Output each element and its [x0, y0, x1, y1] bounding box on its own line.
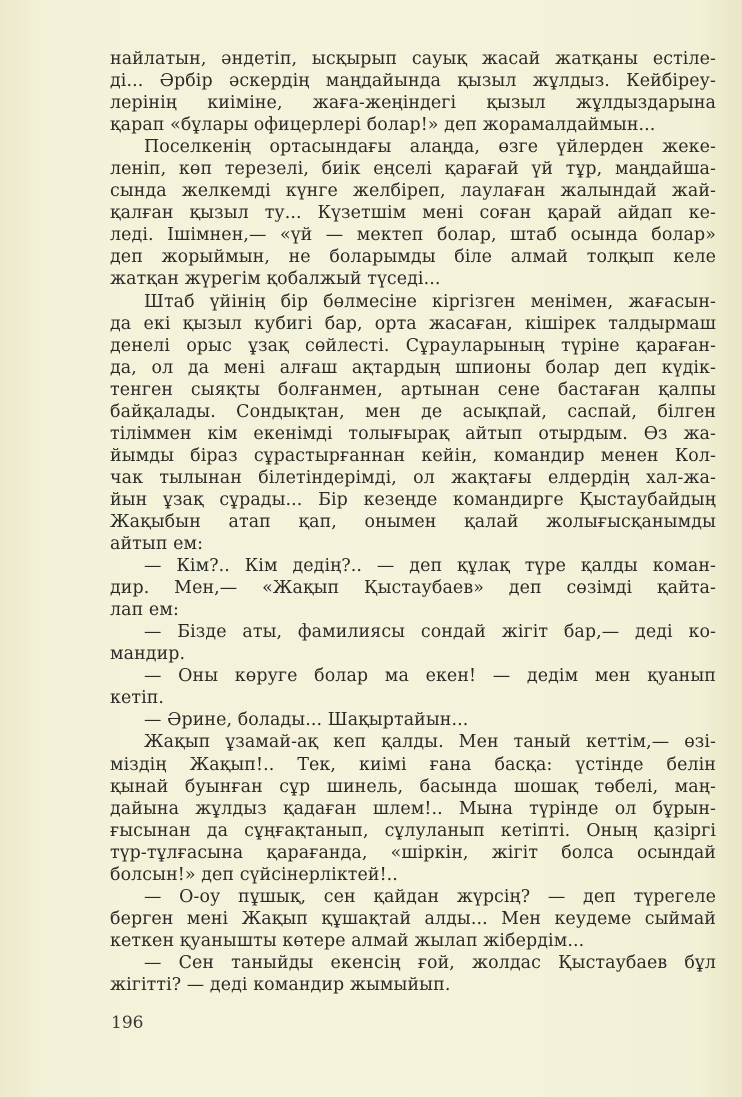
text-line-content: денелі орыс ұзақ сөйлесті. Сұрауларының түріне қараған- [110, 335, 716, 356]
text-line [110, 798, 716, 820]
text-line [110, 114, 716, 136]
text-line-content: да, ол да мені алғаш ақтардың шпионы болар деп күдік- [110, 357, 716, 378]
text-line [110, 754, 716, 776]
text-line-content: тіліммен кім екенімді толығырақ айтып отырдым. Өз жа- [110, 423, 716, 444]
text-line [110, 379, 716, 401]
text-line-content: қарап «бұлары офицерлері болар!» деп жорамалдаймын... [110, 115, 656, 136]
text-line-content: кетіп. [110, 688, 165, 709]
text-line-content: сында желкемді күнге желбіреп, лаулаған жалындай жай- [110, 181, 716, 202]
text-line [110, 180, 716, 202]
text-line [110, 974, 716, 996]
text-line [110, 886, 716, 908]
text-line [110, 599, 716, 621]
text-line [110, 313, 716, 335]
text-line [110, 709, 716, 731]
text-line-content: қынай буынған сұр шинель, басында шошақ төбелі, маң- [110, 776, 716, 797]
text-line-content: дир. Мен,— «Жақып Қыстаубаев» деп сөзімді қайта- [110, 578, 716, 599]
text-line [110, 423, 716, 445]
text-line-content: жігітті? — деді командир жымыйып. [110, 974, 451, 995]
text-line [110, 511, 716, 533]
text-line-content: түр-тұлғасына қарағанда, «шіркін, жігіт болса осындай [110, 842, 716, 863]
text-line [110, 555, 716, 577]
text-line-content: қалған қызыл ту... Күзетшім мені соған қарай айдап ке- [110, 203, 716, 224]
text-line-content: Штаб үйінің бір бөлмесіне кіргізген менімен, жағасын- [144, 291, 716, 312]
text-line [110, 467, 716, 489]
text-line-content: йын ұзақ сұрады... Бір кезеңде командирге Қыстаубайдың [110, 489, 716, 510]
text-line [110, 489, 716, 511]
text-line-content: чак тылынан білетіндерімді, ол жақтағы елдердің хал-жа- [110, 467, 716, 488]
text-line-content: — Сен таныйды екенсің ғой, жолдас Қыстаубаев бұл [144, 952, 716, 973]
text-line-content: да екі қызыл кубигі бар, орта жасаған, кішірек талдырмаш [110, 313, 716, 334]
text-line [110, 820, 716, 842]
text-line [110, 70, 716, 92]
text-line [110, 533, 716, 555]
text-line [110, 930, 716, 952]
text-line [110, 776, 716, 798]
text-line [110, 731, 716, 753]
text-line-content: йымды біраз сұрастырғаннан кейін, командир менен Кол- [110, 445, 716, 466]
text-line [110, 577, 716, 599]
text-line [110, 687, 716, 709]
text-line [110, 952, 716, 974]
text-line-content: ді... Әрбір әскердің маңдайында қызыл жұлдыз. Кейбіреу- [110, 71, 716, 92]
text-line-content: — Бізде аты, фамилиясы сондай жігіт бар,— деді ко- [144, 622, 716, 643]
page-number: 196 [111, 1013, 144, 1033]
text-line-content: леді. Ішімнен,— «үй — мектеп болар, штаб осында болар» [110, 225, 716, 246]
text-line-content: Жақып ұзамай-ақ кеп қалды. Мен таный кеттім,— өзі- [144, 732, 716, 753]
text-line-content: Поселкенің ортасындағы алаңда, өзге үйлерден жеке- [144, 137, 716, 158]
text-line [110, 268, 716, 290]
text-line [110, 335, 716, 357]
text-line-content: тенген сыяқты болғанмен, артынан сене бастаған қалпы [110, 379, 716, 400]
text-line [110, 842, 716, 864]
text-line [110, 92, 716, 114]
text-line-content: болсын!» деп сүйсінерліктей!.. [110, 864, 398, 885]
text-line-content: міздің Жақып!.. Тек, киімі ғана басқа: үстінде белін [110, 754, 716, 775]
text-line-content: Жақыбын атап қап, онымен қалай жолығысқанымды [110, 511, 716, 532]
text-line [110, 665, 716, 687]
text-line [110, 908, 716, 930]
text-line-content: леніп, көп терезелі, биік еңселі қарағай үй тұр, маңдайша- [110, 159, 716, 180]
text-line-content: кеткен қуанышты көтере алмай жылап жібердім... [110, 930, 585, 951]
text-line-content: лап ем: [110, 600, 179, 621]
text-line [110, 864, 716, 886]
text-line [110, 401, 716, 423]
text-line-content: — Әрине, болады... Шақыртайын... [144, 710, 469, 731]
text-line-content: ғысынан да сұңғақтанып, сұлуланып кетіпті. Оның қазіргі [110, 820, 716, 841]
text-line-content: — О-оу пұшық, сен қайдан жүрсің? — деп түрегеле [144, 886, 716, 907]
text-line [110, 246, 716, 268]
text-line [110, 48, 716, 70]
text-line-content: айтып ем: [110, 534, 204, 555]
text-line-content: байқалады. Сондықтан, мен де асықпай, саспай, білген [110, 401, 716, 422]
text-line [110, 445, 716, 467]
text-line [110, 643, 716, 665]
text-line [110, 621, 716, 643]
body-text [110, 48, 716, 996]
text-line-content: деп жорыймын, не боларымды біле алмай толқып келе [110, 247, 716, 268]
text-line [110, 158, 716, 180]
text-line-content: — Кім?.. Кім дедің?.. — деп құлақ түре қалды коман- [144, 556, 716, 577]
text-line [110, 291, 716, 313]
text-line [110, 224, 716, 246]
text-line-content: дайына жұлдыз қадаған шлем!.. Мына түрінде ол бұрын- [110, 798, 716, 819]
text-line [110, 136, 716, 158]
text-line-content: берген мені Жақып құшақтай алды... Мен кеудеме сыймай [110, 908, 716, 929]
text-line [110, 202, 716, 224]
text-line-content: — Оны көруге болар ма екен! — дедім мен қуанып [144, 666, 716, 687]
text-line-content: найлатын, әндетіп, ысқырып сауық жасай жатқаны естіле- [110, 49, 716, 69]
text-line-content: мандир. [110, 644, 186, 665]
text-line-content: жатқан жүрегім қобалжый түседі... [110, 269, 441, 290]
text-line [110, 357, 716, 379]
text-line-content: лерінің киіміне, жаға-жеңіндегі қызыл жұлдыздарына [110, 93, 716, 114]
